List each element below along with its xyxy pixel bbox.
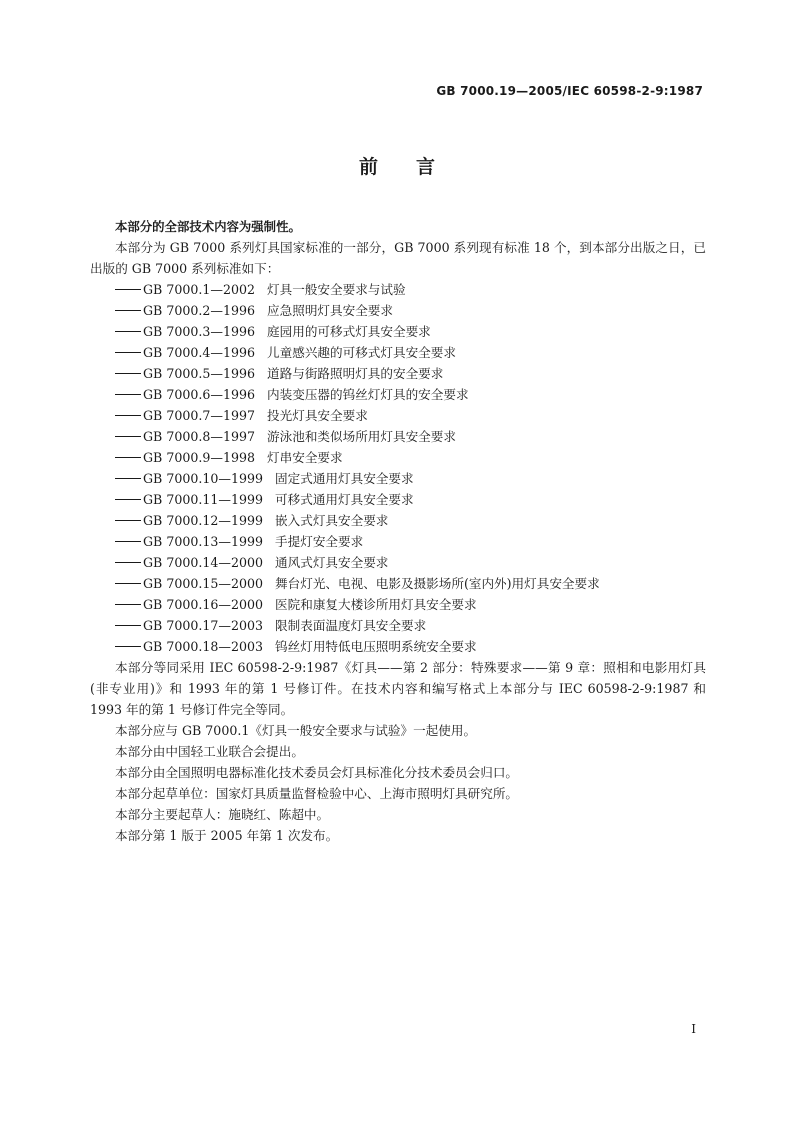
standard-title: 道路与街路照明灯具的安全要求	[267, 366, 444, 381]
standard-title: 手提灯安全要求	[275, 534, 364, 549]
em-dash-icon	[115, 352, 141, 353]
standard-title: 投光灯具安全要求	[267, 408, 368, 423]
em-dash-icon	[115, 520, 141, 521]
standard-code: GB 7000.13—1999	[143, 534, 264, 549]
standard-code: GB 7000.9—1998	[143, 450, 256, 465]
standard-list-item	[90, 363, 706, 384]
standard-list-item	[90, 573, 706, 594]
standard-list-item	[90, 300, 706, 321]
standard-list-item	[90, 636, 706, 657]
em-dash-icon	[115, 646, 141, 647]
standard-code: GB 7000.10—1999	[143, 471, 264, 486]
standard-title: 游泳池和类似场所用灯具安全要求	[267, 429, 456, 444]
em-dash-icon	[115, 310, 141, 311]
standards-list	[90, 279, 706, 657]
centralized-by-paragraph: 本部分由全国照明电器标准化技术委员会灯具标准化分技术委员会归口。	[115, 765, 518, 780]
standard-title: 通风式灯具安全要求	[275, 555, 389, 570]
edition-paragraph: 本部分第 1 版于 2005 年第 1 次发布。	[115, 828, 339, 843]
em-dash-icon	[115, 562, 141, 563]
standard-title: 舞台灯光、电视、电影及摄影场所(室内外)用灯具安全要求	[275, 576, 600, 591]
standard-code: GB 7000.18—2003	[143, 639, 264, 654]
em-dash-icon	[115, 331, 141, 332]
page-title: 前言	[358, 156, 473, 178]
standard-list-item	[90, 384, 706, 405]
standard-list-item	[90, 447, 706, 468]
em-dash-icon	[115, 604, 141, 605]
standard-code: GB 7000.4—1996	[143, 345, 256, 360]
standard-title: 医院和康复大楼诊所用灯具安全要求	[275, 597, 477, 612]
standard-list-item	[90, 510, 706, 531]
proposed-by-paragraph: 本部分由中国轻工业联合会提出。	[115, 744, 304, 759]
standard-code: GB 7000.6—1996	[143, 387, 256, 402]
standard-code: GB 7000.16—2000	[143, 597, 264, 612]
standard-list-item	[90, 489, 706, 510]
standard-code-header: GB 7000.19—2005/IEC 60598-2-9:1987	[436, 84, 703, 98]
standard-list-item	[90, 615, 706, 636]
em-dash-icon	[115, 436, 141, 437]
standard-title: 可移式通用灯具安全要求	[275, 492, 414, 507]
standard-list-item	[90, 279, 706, 300]
standard-list-item	[90, 531, 706, 552]
standard-code: GB 7000.8—1997	[143, 429, 256, 444]
em-dash-icon	[115, 457, 141, 458]
standard-code: GB 7000.14—2000	[143, 555, 264, 570]
page-number: I	[691, 1022, 696, 1036]
standard-code: GB 7000.17—2003	[143, 618, 264, 633]
standard-code: GB 7000.12—1999	[143, 513, 264, 528]
standard-title: 儿童感兴趣的可移式灯具安全要求	[267, 345, 456, 360]
standard-title: 灯串安全要求	[267, 450, 343, 465]
em-dash-icon	[115, 289, 141, 290]
standard-title: 灯具一般安全要求与试验	[267, 282, 406, 297]
standard-code: GB 7000.3—1996	[143, 324, 256, 339]
em-dash-icon	[115, 415, 141, 416]
standard-title: 固定式通用灯具安全要求	[275, 471, 414, 486]
standard-list-item	[90, 468, 706, 489]
em-dash-icon	[115, 478, 141, 479]
em-dash-icon	[115, 583, 141, 584]
use-with-paragraph: 本部分应与 GB 7000.1《灯具一般安全要求与试验》一起使用。	[115, 723, 477, 738]
standard-title: 庭园用的可移式灯具安全要求	[267, 324, 431, 339]
standard-code: GB 7000.5—1996	[143, 366, 256, 381]
standard-title: 内装变压器的钨丝灯灯具的安全要求	[267, 387, 469, 402]
standard-code: GB 7000.1—2002	[143, 282, 256, 297]
em-dash-icon	[115, 499, 141, 500]
em-dash-icon	[115, 625, 141, 626]
standard-list-item	[90, 426, 706, 447]
em-dash-icon	[115, 541, 141, 542]
em-dash-icon	[115, 394, 141, 395]
standard-list-item	[90, 552, 706, 573]
standard-list-item	[90, 405, 706, 426]
standard-list-item	[90, 594, 706, 615]
drafters-paragraph: 本部分主要起草人：施晓红、陈超中。	[115, 807, 330, 822]
standard-code: GB 7000.11—1999	[143, 492, 264, 507]
standard-code: GB 7000.7—1997	[143, 408, 256, 423]
standard-list-item	[90, 321, 706, 342]
adoption-paragraph: 本部分等同采用 IEC 60598-2-9:1987《灯具——第 2 部分：特殊要求——第 9 章：照相和电影用灯具(非专业用)》和 1993 年的第 1 号修订件。在技术内容和编写格式上本部分与 IEC 60598-2-9:1987 和 1993 年的第 1 号修订件完全等同。	[90, 660, 706, 717]
standard-title: 钨丝灯用特低电压照明系统安全要求	[275, 639, 477, 654]
standard-title: 应急照明灯具安全要求	[267, 303, 393, 318]
standard-code: GB 7000.2—1996	[143, 303, 256, 318]
intro-paragraph: 本部分为 GB 7000 系列灯具国家标准的一部分，GB 7000 系列现有标准 18 个，到本部分出版之日，已出版的 GB 7000 系列标准如下：	[90, 240, 706, 276]
standard-title: 嵌入式灯具安全要求	[275, 513, 389, 528]
standard-list-item	[90, 342, 706, 363]
em-dash-icon	[115, 373, 141, 374]
mandatory-statement: 本部分的全部技术内容为强制性。	[115, 219, 301, 234]
standard-code: GB 7000.15—2000	[143, 576, 264, 591]
standard-title: 限制表面温度灯具安全要求	[275, 618, 427, 633]
document-body	[90, 216, 706, 846]
drafting-units-paragraph: 本部分起草单位：国家灯具质量监督检验中心、上海市照明灯具研究所。	[115, 786, 518, 801]
